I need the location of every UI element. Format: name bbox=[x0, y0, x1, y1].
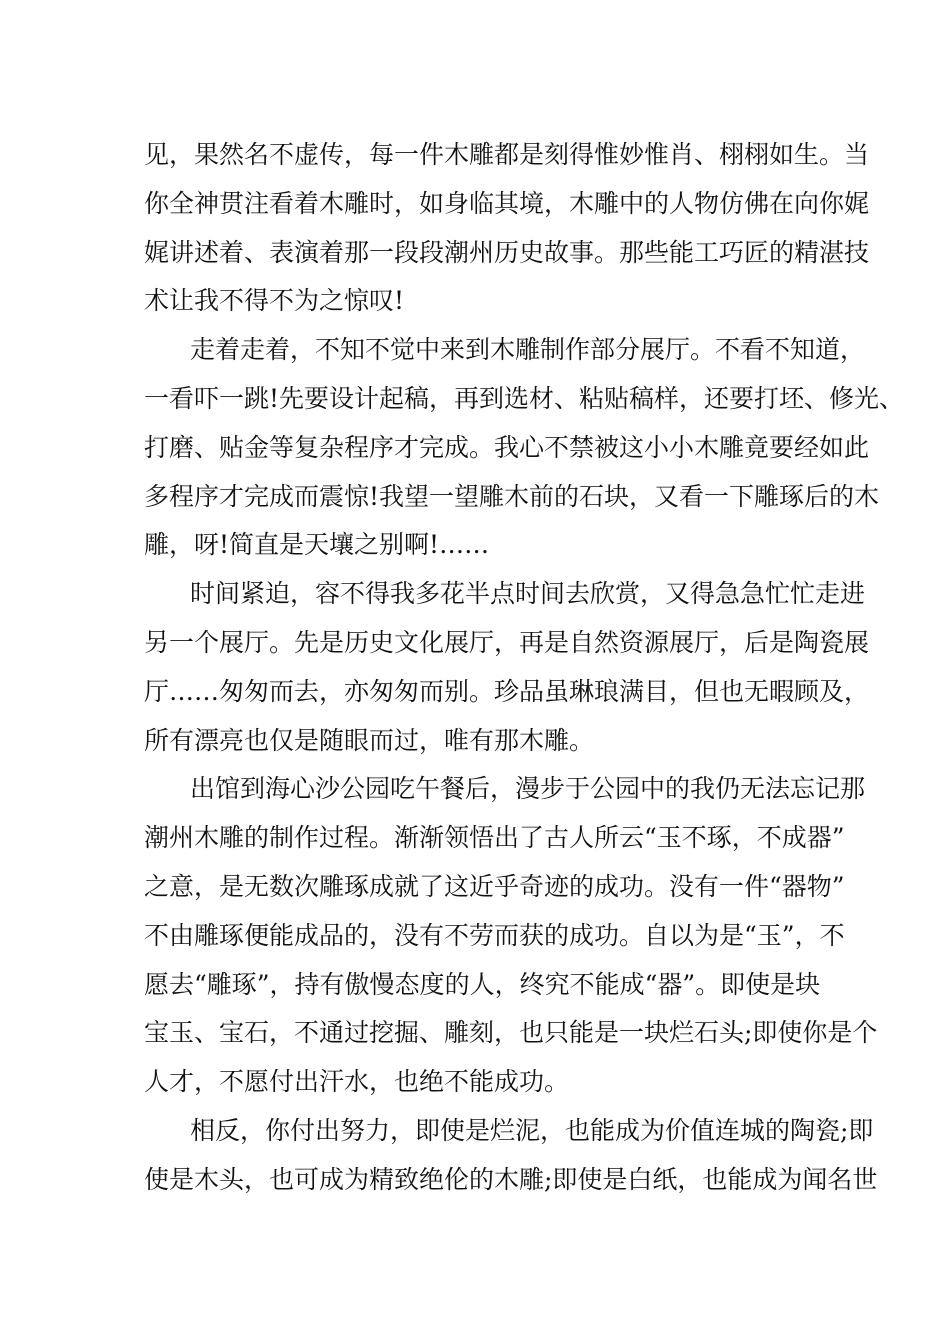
text-line: 时间紧迫，容不得我多花半点时间去欣赏，又得急急忙忙走进 bbox=[190, 579, 866, 609]
paragraph-2 bbox=[144, 326, 905, 570]
text-line: 所有漂亮也仅是随眼而过，唯有那木雕。 bbox=[144, 725, 595, 755]
text-line: 人才，不愿付出汗水，也绝不能成功。 bbox=[144, 1067, 570, 1097]
text-line: 多程序才完成而震惊!我望一望雕木前的石块，又看一下雕琢后的木 bbox=[144, 481, 880, 511]
text-line: 另一个展厅。先是历史文化展厅，再是自然资源展厅，后是陶瓷展 bbox=[144, 627, 870, 657]
text-line: 你全神贯注看着木雕时，如身临其境，木雕中的人物仿佛在向你娓 bbox=[144, 188, 870, 218]
text-line: 不由雕琢便能成品的，没有不劳而获的成功。自以为是“玉”，不 bbox=[144, 920, 845, 950]
text-line: 出馆到海心沙公园吃午餐后，漫步于公园中的我仍无法忘记那 bbox=[190, 774, 866, 804]
text-line: 娓讲述着、表演着那一段段潮州历史故事。那些能工巧匠的精湛技 bbox=[144, 237, 870, 267]
paragraph-5 bbox=[144, 1107, 878, 1205]
paragraph-4 bbox=[144, 765, 878, 1107]
text-line: 使是木头，也可成为精致绝伦的木雕;即使是白纸，也能成为闻名世 bbox=[144, 1164, 878, 1194]
text-line: 潮州木雕的制作过程。渐渐领悟出了古人所云“玉不琢，不成器” bbox=[144, 823, 845, 853]
text-line: 打磨、贴金等复杂程序才完成。我心不禁被这小小木雕竟要经如此 bbox=[144, 432, 870, 462]
text-line: 之意，是无数次雕琢成就了这近乎奇迹的成功。没有一件“器物” bbox=[144, 871, 845, 901]
paragraph-3 bbox=[144, 570, 870, 765]
text-line: 雕，呀!简直是天壤之别啊!…… bbox=[144, 530, 490, 560]
paragraph-1 bbox=[144, 131, 870, 326]
text-line: 走着走着，不知不觉中来到木雕制作部分展厅。不看不知道， bbox=[190, 335, 866, 365]
text-line: 术让我不得不为之惊叹! bbox=[144, 286, 405, 316]
text-line: 相反，你付出努力，即使是烂泥，也能成为价值连城的陶瓷;即 bbox=[190, 1115, 874, 1145]
text-line: 一看吓一跳!先要设计起稿，再到选材、粘贴稿样，还要打坯、修光、 bbox=[144, 383, 905, 413]
text-line: 见，果然名不虚传，每一件木雕都是刻得惟妙惟肖、栩栩如生。当 bbox=[144, 140, 870, 169]
text-line: 愿去“雕琢”，持有傲慢态度的人，终究不能成“器”。即使是块 bbox=[144, 969, 821, 999]
text-line: 宝玉、宝石，不通过挖掘、雕刻，也只能是一块烂石头;即使你是个 bbox=[144, 1018, 878, 1048]
text-line: 厅……匆匆而去，亦匆匆而别。珍品虽琳琅满目，但也无暇顾及， bbox=[144, 676, 870, 706]
body-text bbox=[144, 131, 905, 1205]
